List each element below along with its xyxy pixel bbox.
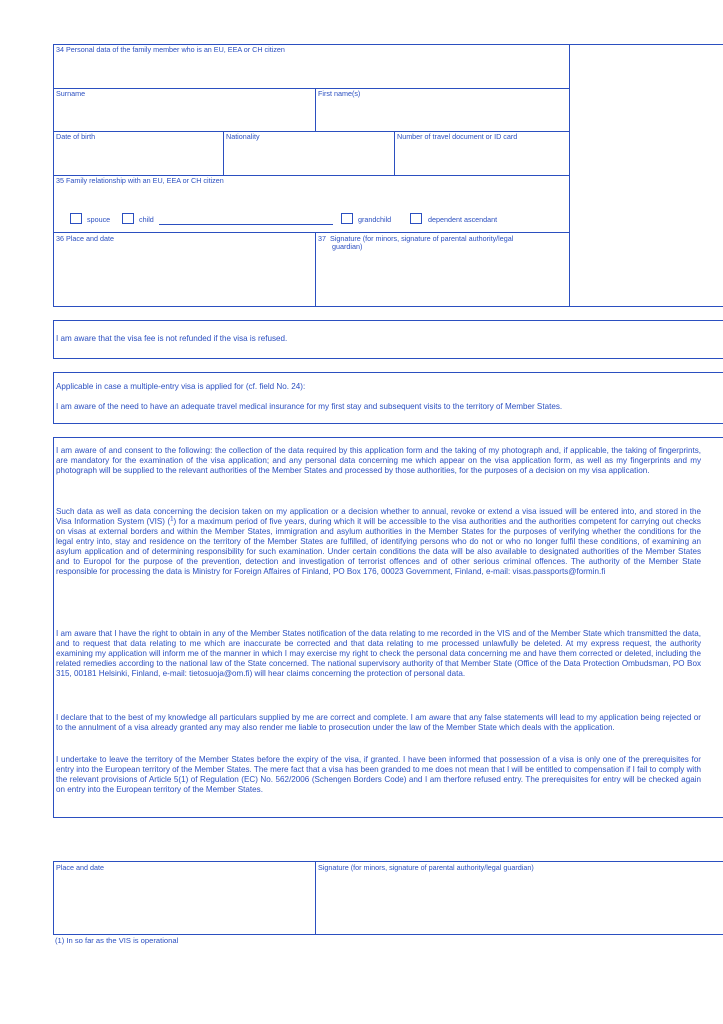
first-names-field[interactable] bbox=[316, 100, 568, 130]
consent-paragraph-rights: I am aware that I have the right to obtain in any of the Member States notification of the data relating to me recorded in the VIS and of the Member State which transmitted the data, and to request that data relating to me which are inaccurate be corrected and that data relating to me processed unlawfully be deleted. At my express request, the authority examining my application will inform me of the manner in which I may exercise my right to check the personal data concerning me and have them corrected or deleted, including the related remedies according to the national law of the State concerned. The national supervisory authority of that Member State (Office of the Data Protection Ombudsman, PO Box 315, 00181 Helsinki, Finland, e-mail: tietosuoja@om.fi) will hear claims concerning the protection of personal data. bbox=[56, 629, 701, 678]
date-of-birth-label: Date of birth bbox=[56, 132, 96, 141]
consent-paragraph-undertaking: I undertake to leave the territory of the Member States before the expiry of the visa, if granted. I have been informed that possession of a visa is only one of the prerequisites for entry into the European territory of the Member States. The mere fact that a visa has been granded to me does not mean that I will be entitled to compensation if I fail to comply with the relevant provisions of Article 5(1) of Regulation (EC) No. 562/2006 (Schengen Borders Code) and I am therfore refused entry. The prerequisites for entry will be checked again on entry into the European territory of the Member States. bbox=[56, 755, 701, 794]
child-checkbox[interactable] bbox=[122, 213, 134, 224]
travel-document-number-field[interactable] bbox=[395, 143, 568, 174]
footnote-text: In so far as the VIS is operational bbox=[64, 936, 179, 945]
final-signature-label: Signature (for minors, signature of parental authority/legal guardian) bbox=[318, 863, 534, 872]
nationality-field[interactable] bbox=[224, 143, 393, 174]
section-37-signature-label: 37 Signature (for minors, signature of parental authority/legal guardian) bbox=[318, 234, 514, 252]
surname-field[interactable] bbox=[54, 100, 314, 130]
multiple-entry-heading: Applicable in case a multiple-entry visa is applied for (cf. field No. 24): bbox=[56, 382, 306, 391]
first-names-label: First name(s) bbox=[318, 89, 361, 98]
spouse-checkbox[interactable] bbox=[70, 213, 82, 224]
section-37-signature-field[interactable] bbox=[316, 254, 568, 305]
child-name-line[interactable] bbox=[159, 224, 333, 225]
final-place-date-label: Place and date bbox=[56, 863, 104, 872]
section-36-place-date-field[interactable] bbox=[54, 245, 314, 305]
nationality-label: Nationality bbox=[226, 132, 260, 141]
consent-paragraph-data-collection: I am aware of and consent to the following: the collection of the data required by this application form and the taking of my photograph and, if applicable, the taking of fingerprints, are mandatory for the examination of the visa application; and any personal data concerning me which appear on the visa application form, as well as my fingerprints and my photograph will be supplied to the relevant authorities of the Member States and processed by those authorities, for the purposes of a decision on my visa application. bbox=[56, 446, 701, 475]
footnote bbox=[55, 937, 178, 945]
consent-paragraph-declaration: I declare that to the best of my knowledge all particulars supplied by me are correct and complete. I am aware that any false statements will lead to my application being rejected or to the annulment of a visa already granted any may also render me liable to prosecution under the law of the Member State which deals with the application. bbox=[56, 713, 701, 732]
surname-label: Surname bbox=[56, 89, 86, 98]
date-of-birth-field[interactable] bbox=[54, 143, 222, 174]
dependent-ascendant-option-label: dependent ascendant bbox=[428, 215, 498, 224]
grandchild-option-label: grandchild bbox=[358, 215, 392, 224]
consent-paragraph-vis-storage: Such data as well as data concerning the decision taken on my application or a decision whether to annual, revoke or extend a visa issued will be entered into, and stored in the Visa Information System (VIS) ($^1$) for a maximum period of five years, during which it will be accessible to the visa authorities and the authorities competent for carrying out checks on visas at external borders and within the Member States, immigration and asylum authorities in the Member States for the purposes of verifying whether the conditions for the legal entry into, stay and residence on the territory of the Member States are fulfilled, of identifying persons who do not or who no longer fulfil these conditions, of examining an asylum application and of determining responsibility for such examination. Under certain conditions the data will be also available to designated authorities of the Member States and to Europol for the purpose of the prevention, detection and investigation of terrorist offences and of other serious criminal offences. The authority of the Member State responsible for processing the data is Ministry for Foreign Affaires of Finland, PO Box 176, 00023 Government, Finland, e-mail: visas.passports@formin.fi bbox=[56, 507, 701, 576]
section-36-place-date-label: 36 Place and date bbox=[56, 234, 114, 243]
dependent-ascendant-checkbox[interactable] bbox=[410, 213, 422, 224]
child-option-label: child bbox=[139, 215, 154, 224]
travel-document-number-label: Number of travel document or ID card bbox=[397, 132, 518, 141]
travel-insurance-statement: I am aware of the need to have an adequate travel medical insurance for my first stay and subsequent visits to the territory of Member States. bbox=[56, 402, 563, 411]
section-35-title: 35 Family relationship with an EU, EEA or CH citizen bbox=[56, 176, 224, 185]
final-signature-field[interactable] bbox=[316, 874, 716, 933]
footnote-marker: (1) bbox=[55, 936, 65, 945]
section-34-title: 34 Personal data of the family member who is an EU, EEA or CH citizen bbox=[56, 45, 285, 54]
footnote-reference: 1 bbox=[170, 516, 174, 523]
visa-fee-notice: I am aware that the visa fee is not refunded if the visa is refused. bbox=[56, 334, 288, 343]
spouse-option-label: spouce bbox=[87, 215, 111, 224]
final-place-date-field[interactable] bbox=[54, 874, 314, 933]
grandchild-checkbox[interactable] bbox=[341, 213, 353, 224]
